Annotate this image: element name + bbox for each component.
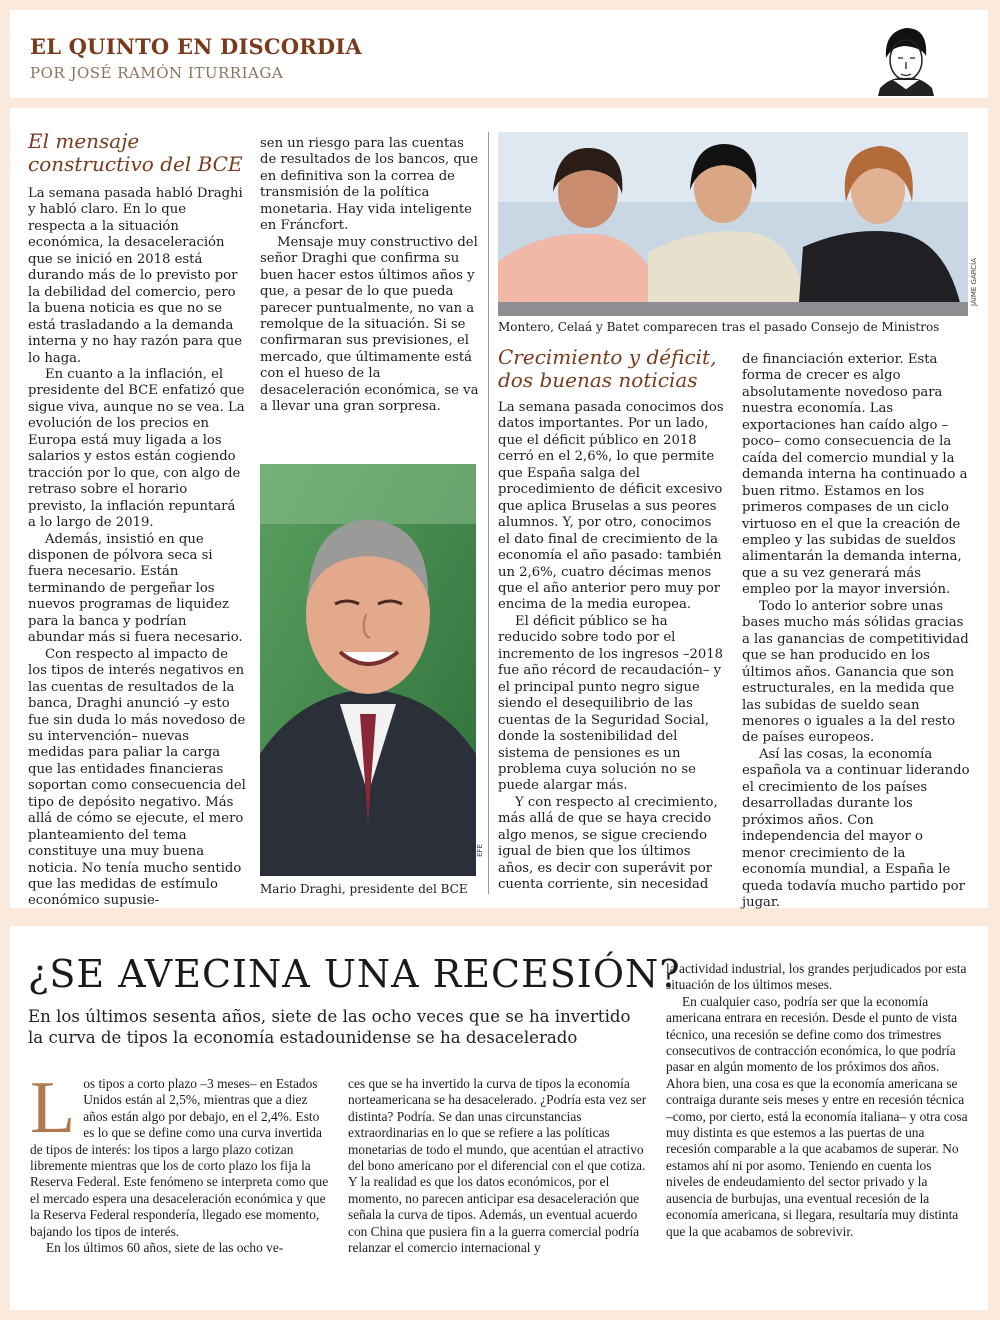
article1-column2 [260,136,482,416]
article3-column2 [348,1076,650,1256]
article2-column2 [742,352,970,911]
draghi-photo [260,464,476,876]
draghi-photo-credit: EFE [476,844,484,857]
article3-subtitle: En los últimos sesenta años, siete de las ocho veces que se ha invertido la curva de tipos la economía estadounidense se ha desacelerado [28,1007,631,1047]
article2-paragraph: de financiación exterior. Esta forma de crecer es algo absolutamente novedoso para nuestra economía. Las exportaciones han caído algo –poco– como consecuencia de la caída del comercio mundial y la demanda interna ha continuado a buen ritmo. Estamos en los primeros compases de un ciclo virtuoso en el que la creación de empleo y las subidas de sueldos alimentarán la demanda interna, que a su vez generará más empleo por la mayor inversión. [742,352,968,598]
article2-column1 [498,400,726,894]
article1-paragraph: La semana pasada habló Draghi y habló claro. En lo que respecta a la situación económica, la desaceleración que se inició en 2018 está durando más de lo previsto por la debilidad del comercio, pero la buena noticia es que no se está trasladando a la demanda interna y no hay razón para que lo haga. [28,186,243,366]
article2-heading: Crecimiento y déficit, dos buenas noticias [498,345,717,392]
article3-column1 [30,1067,332,1256]
article1-paragraph: En cuanto a la inflación, el presidente del BCE enfatizó que sigue viva, aunque no se vea. La evolución de los precios en Europa está muy ligada a los salarios y estos están cogiendo tracción por lo que, con algo de retraso sobre el horario previsto, la inflación repuntará a lo largo de 2019. [28,366,245,531]
article3-column3 [666,961,970,1240]
article2-paragraph: Todo lo anterior sobre unas bases mucho más sólidas gracias a las ganancias de competitividad que se han producido en los últimos años. Ganancia que son estructurales, en la medida que las subidas de sueldo sean menores o iguales a la del resto de países europeos. [742,598,969,746]
article1-column1 [28,186,246,910]
article1-paragraph: sen un riesgo para las cuentas de resultados de los bancos, que en definitiva son la correa de transmisión de la política monetaria. Hay vida inteligente en Fráncfort. [260,136,479,234]
article1-paragraph: Con respecto al impacto de los tipos de interés negativos en las cuentas de resultados de la banca, Draghi anunció –y esto fue sin duda lo más novedoso de su intervención– nuevas medidas para paliar la carga que las entidades financieras soportan como consecuencia del tipo de depósito negativo. Más allá de cómo se ejecute, el mero planteamiento del tema constituye una muy buena noticia. No tenía mucho sentido que las medidas de estímulo económico supusie- [28,646,246,909]
article3-title: ¿SE AVECINA UNA RECESIÓN? [28,952,681,996]
ministers-photo-caption: Montero, Celaá y Batet comparecen tras el pasado Consejo de Ministros [498,320,940,334]
column-divider [488,132,489,894]
lower-section [10,926,988,1310]
article2-paragraph: El déficit público se ha reducido sobre todo por el incremento de los ingresos –2018 fue año récord de recaudación– y el principal punto negro sigue siendo el desequilibrio de las cuentas de la Seguridad Social, donde la sostenibilidad del sistema de pensiones es un problema cuya solución no se puede alargar más. [498,613,724,794]
article3-paragraph: ces que se ha invertido la curva de tipos la economía norteamericana se ha desacelerado. ¿Podría esta vez ser distinta? Podría. Se dan unas circunstancias extraordinarias en lo que se refiere a las políticas monetarias de todo el mundo, que acentúan el atractivo del bono americano por el diferencial con el que cotiza. Y la realidad es que los datos económicos, por el momento, no parecen anticipar esa desaceleración que señala la curva de tipos. Además, un eventual acuerdo con China que pusiera fin a la guerra comercial podría relanzar el comercio internacional y [348,1076,647,1256]
article3-paragraph: En cualquier caso, podría ser que la economía americana entrara en recesión. Desde el punto de vista técnico, una recesión se define como dos trimestres consecutivos de contracción económica, lo que podría pasar en algún momento de los próximos dos años. Ahora bien, una cosa es que la economía americana se contraiga durante seis meses y entre en recesión técnica –como, por cierto, está la economía italiana– y otra cosa muy distinta es que estemos a las puertas de una recesión comparable a la que acabamos de superar. No estamos ahí ni por asomo. Teniendo en cuenta los niveles de endeudamiento del sector privado y la ausencia de burbujas, una eventual recesión de la economía americana, si llegara, resultaría muy distinta que la que acabamos de sobrevivir. [666,993,968,1239]
article1-paragraph: Mensaje muy constructivo del señor Draghi que confirma su buen hacer estos últimos años y que, a pesar de lo que pueda parecer puntualmente, no van a remolque de la situación. Si se confirmaran sus previsiones, el mercado, que últimamente está con el hueso de la desaceleración económica, se va a llevar una gran sorpresa. [260,234,479,415]
article2-paragraph: Así las cosas, la economía española va a continuar liderando el crecimiento de los países desarrolladas durante los próximos años. Con independencia del mayor o menor crecimiento de la economía mundial, a España le queda todavía mucho partido por jugar. [742,746,970,910]
article3-paragraph: En los últimos 60 años, siete de las ocho ve- [46,1240,284,1256]
article2-paragraph: Y con respecto al crecimiento, más allá de que se haya crecido algo menos, se sigue creciendo igual de bien que los últimos años, es decir con superávit por cuenta corriente, sin necesidad [498,794,718,893]
article3-dropcap: L [30,1067,76,1149]
article1-paragraph: Además, insistió en que disponen de pólvora seca si fuera necesario. Están terminando de pergeñar los nuevos programas de liquidez para la banca y podrían abundar más si fuera necesario. [28,531,243,646]
article3-paragraph: la actividad industrial, los grandes perjudicados por esta situación de los últimos meses. [666,961,967,993]
column-header [10,10,988,98]
upper-section [10,108,988,908]
ministers-photo-credit: JAIME GARCÍA [970,258,978,306]
article2-paragraph: La semana pasada conocimos dos datos importantes. Por un lado, que el déficit público en 2018 cerró en el 2,6%, lo que permite que España salga del procedimiento de déficit excesivo que aplica Bruselas a sus peores alumnos. Y, por otro, conocimos el dato final de crecimiento de la economía el año pasado: también un 2,6%, cuatro décimas menos que el año anterior pero muy por encima de la media europea. [498,400,724,613]
column-byline: POR JOSÉ RAMÓN ITURRIAGA [30,64,284,82]
author-portrait-sketch [862,18,948,96]
column-title: EL QUINTO EN DISCORDIA [30,34,362,59]
draghi-photo-caption: Mario Draghi, presidente del BCE [260,882,468,896]
article1-heading: El mensaje constructivo del BCE [28,129,243,176]
ministers-photo [498,132,968,316]
article3-paragraph: os tipos a corto plazo –3 meses– en Estados Unidos están al 2,5%, mientras que a diez años están algo por debajo, en el 2,4%. Esto es lo que se define como una curva invertida de tipos de interés: los tipos a largo plazo cotizan libremente mientras que los de corto plazo los fija la Reserva Federal. Este fenómeno se interpreta como que el mercado espera una desaceleración económica y que la Reserva Federal respondería, llegado ese momento, bajando los tipos de interés. [30,1076,329,1239]
